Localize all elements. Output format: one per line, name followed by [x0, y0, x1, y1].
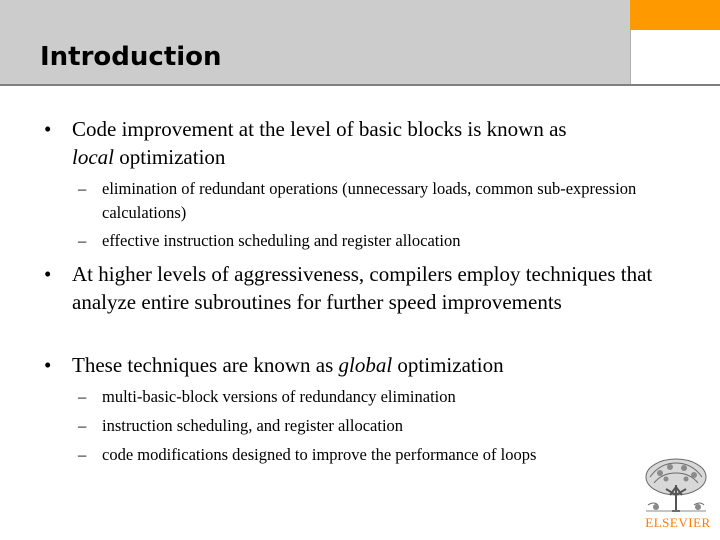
- dash-marker: –: [78, 387, 87, 406]
- sub-bullet-text: effective instruction scheduling and register allocation: [102, 231, 461, 250]
- dash-marker: –: [78, 231, 87, 250]
- dash-marker: –: [78, 445, 87, 464]
- slide-title: Introduction: [40, 42, 222, 72]
- bullet-marker: •: [44, 353, 52, 377]
- sub-bullet-text: instruction scheduling, and register allocation: [102, 416, 404, 435]
- bullet-2-text: At higher levels of aggressiveness, compilers employ techniques that analyze entire subroutines for further speed improvements: [72, 262, 653, 314]
- dash-marker: –: [78, 179, 87, 198]
- bullet-1-text: Code improvement at the level of basic blocks is known as local optimization: [72, 117, 567, 169]
- dash-marker: –: [78, 416, 87, 435]
- title-divider: [0, 84, 720, 86]
- elsevier-logo-text: ELSEVIER: [645, 515, 711, 530]
- sub-bullet-text: multi-basic-block versions of redundancy elimination: [102, 387, 456, 406]
- accent-block: [630, 0, 720, 30]
- bullet-3-text: These techniques are known as global optimization: [72, 353, 504, 377]
- bullet-marker: •: [44, 262, 52, 286]
- sub-bullet-text: elimination of redundant operations (unnecessary loads, common sub-expression calculations): [102, 179, 637, 222]
- bullet-marker: •: [44, 117, 52, 141]
- sub-bullet-text: code modifications designed to improve the performance of loops: [102, 445, 537, 464]
